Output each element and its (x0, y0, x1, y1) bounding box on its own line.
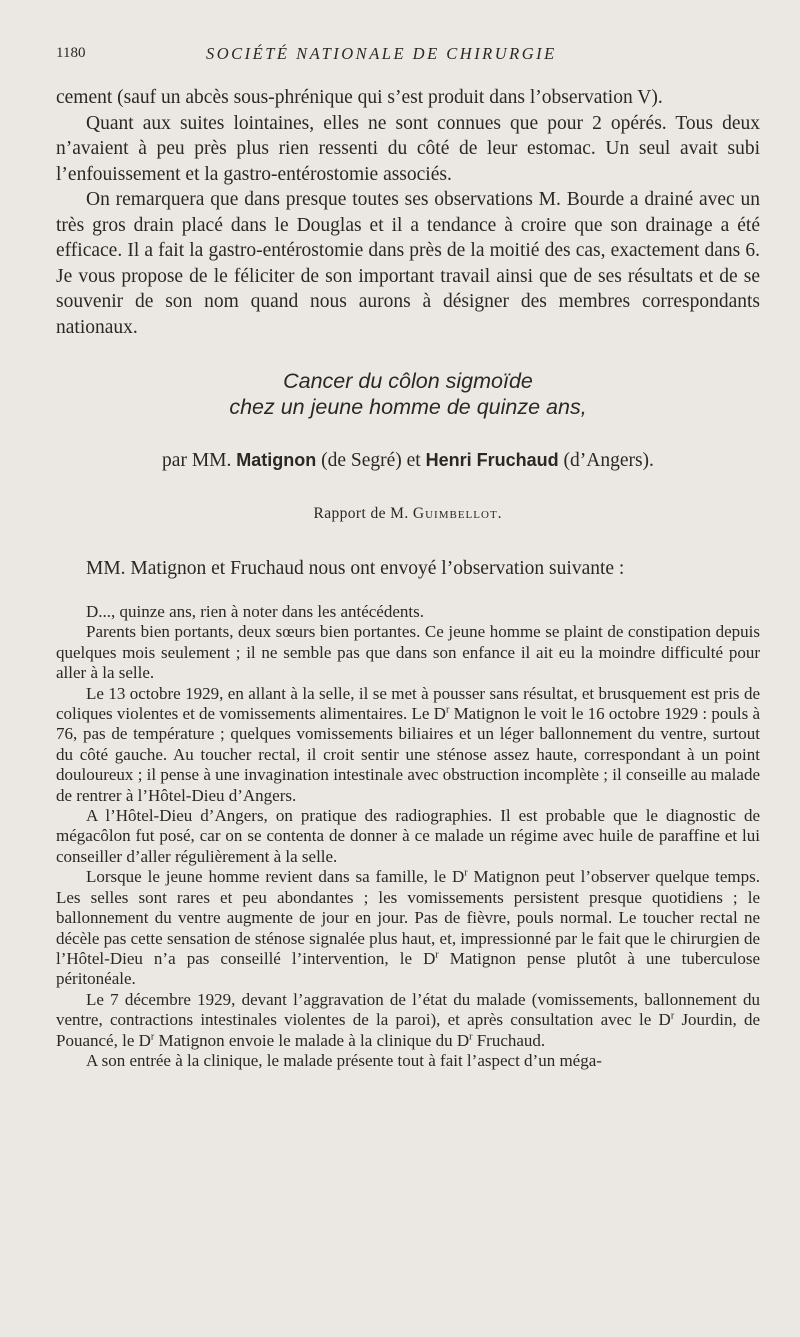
text-run: Matignon peut l’observer quelque temps. Les selles sont rares et peu abondantes ; les vomissements persistent presque quotidiens ; le ballonnement du ventre augmente de jour en jour. Pas de fièvre, pouls normal. Le toucher rectal ne décèle pas cette sensation de sténose signalée plus haut, et, impressionné par le fait que le chirurgien de l’Hôtel-Dieu n’a pas conseillé l’intervention, le D (56, 867, 760, 968)
report-byline (56, 505, 760, 523)
paragraph: A l’Hôtel-Dieu d’Angers, on pratique des radiographies. Il est probable que le diagnostic de mégacôlon fut posé, car on se contenta de donner à ce malade un régime avec huile de paraffine et lui conseiller d’aller régulièrement à la selle. (56, 806, 760, 866)
paragraph: cement (sauf un abcès sous-phrénique qui s’est produit dans l’observation V). (56, 87, 663, 108)
observation-intro: MM. Matignon et Fruchaud nous ont envoyé l’observation suivante : (86, 558, 625, 579)
text-run: Le 13 octobre 1929, en allant à la selle, il se met à pousser sans résultat, et brusquement est pris de coliques violentes et de vomissements alimentaires. Le D (56, 683, 760, 724)
paragraph: Quant aux suites lointaines, elles ne sont connues que pour 2 opérés. Tous deux n’avaient à peu près plus rien ressenti du côté de leur estomac. Un seul avait subi l’enfouissement et la gastro-entérostomie associés. (56, 112, 760, 185)
text-run: Matignon pense plutôt à une tuberculose péritonéale. (56, 948, 760, 989)
paragraph: D..., quinze ans, rien à noter dans les antécédents. (86, 602, 424, 621)
report-prefix: Rapport de M. (313, 505, 409, 522)
text-run: Matignon envoie le malade à la clinique du D (154, 1030, 470, 1050)
text-run: Matignon le voit le 16 octobre 1929 : pouls à 76, pas de température ; quelques vomissements biliaires et un léger ballonnement du ventre, surtout du côté gauche. Au toucher rectal, il croit sentir une sténose assez haute, correspondant à un point douloureux ; il pense à une invagination intestinale avec obstruction incomplète ; il conseille au malade de rentrer à l’Hôtel-Dieu d’Angers. (56, 704, 760, 805)
doctor-abbreviation: r (435, 949, 439, 961)
doctor-abbreviation: r (445, 704, 450, 716)
paragraph (56, 684, 760, 806)
paragraph (56, 867, 760, 989)
text-run: Fruchaud. (472, 1030, 546, 1050)
reporter-name: Guimbellot. (412, 505, 503, 522)
doctor-abbreviation: r (670, 1010, 675, 1022)
paragraph: A son entrée à la clinique, le malade présente tout à fait l’aspect d’un méga- (86, 1050, 602, 1070)
paragraph (56, 990, 760, 1051)
page-number: 1180 (56, 45, 86, 61)
author-name: Henri Fruchaud (425, 450, 559, 470)
paragraph: On remarquera que dans presque toutes ses observations M. Bourde a drainé avec un très gros drain placé dans le Douglas et il a tendance à croire que son drainage a été efficace. Il a fait la gastro-entérostomie dans près de la moitié des cas, exactement dans 6. Je vous propose de le féliciter de son important travail ainsi que de ses résultats et de se souvenir de son nom quand nous aurons à désigner des membres correspondants nationaux. (56, 189, 760, 338)
article-title-line: chez un jeune homme de quinze ans, (229, 395, 587, 419)
paragraph: Parents bien portants, deux sœurs bien portantes. Ce jeune homme se plaint de constipation depuis quelques mois seulement ; il ne semble pas que dans son enfance il ait eu la moindre difficulté pour aller à la selle. (56, 622, 760, 683)
doctor-abbreviation: r (464, 867, 468, 879)
text-run: Jourdin, de Pouancé, le D (56, 1010, 760, 1050)
running-header (56, 40, 760, 68)
previous-report-text (56, 85, 760, 340)
text-run: Le 7 décembre 1929, devant l’aggravation de l’état du malade (vomissements, ballonnement du ventre, contractions intestinales violentes de la paroi), et après consultation avec le D (56, 989, 760, 1030)
article-title-line: Cancer du côlon sigmoïde (283, 369, 533, 393)
article-title (56, 368, 760, 420)
author-affiliation: (d’Angers). (563, 450, 654, 471)
author-affiliation: (de Segré) et (321, 450, 421, 471)
doctor-abbreviation: r (469, 1030, 473, 1042)
authors-prefix: par MM. (162, 450, 232, 471)
observation-text (56, 602, 760, 1071)
journal-title: SOCIÉTÉ NATIONALE DE CHIRURGIE (206, 44, 557, 63)
text-run: Lorsque le jeune homme revient dans sa famille, le D (86, 867, 465, 887)
author-name: Matignon (236, 450, 317, 470)
article-authors (56, 447, 760, 474)
doctor-abbreviation: r (150, 1030, 155, 1042)
